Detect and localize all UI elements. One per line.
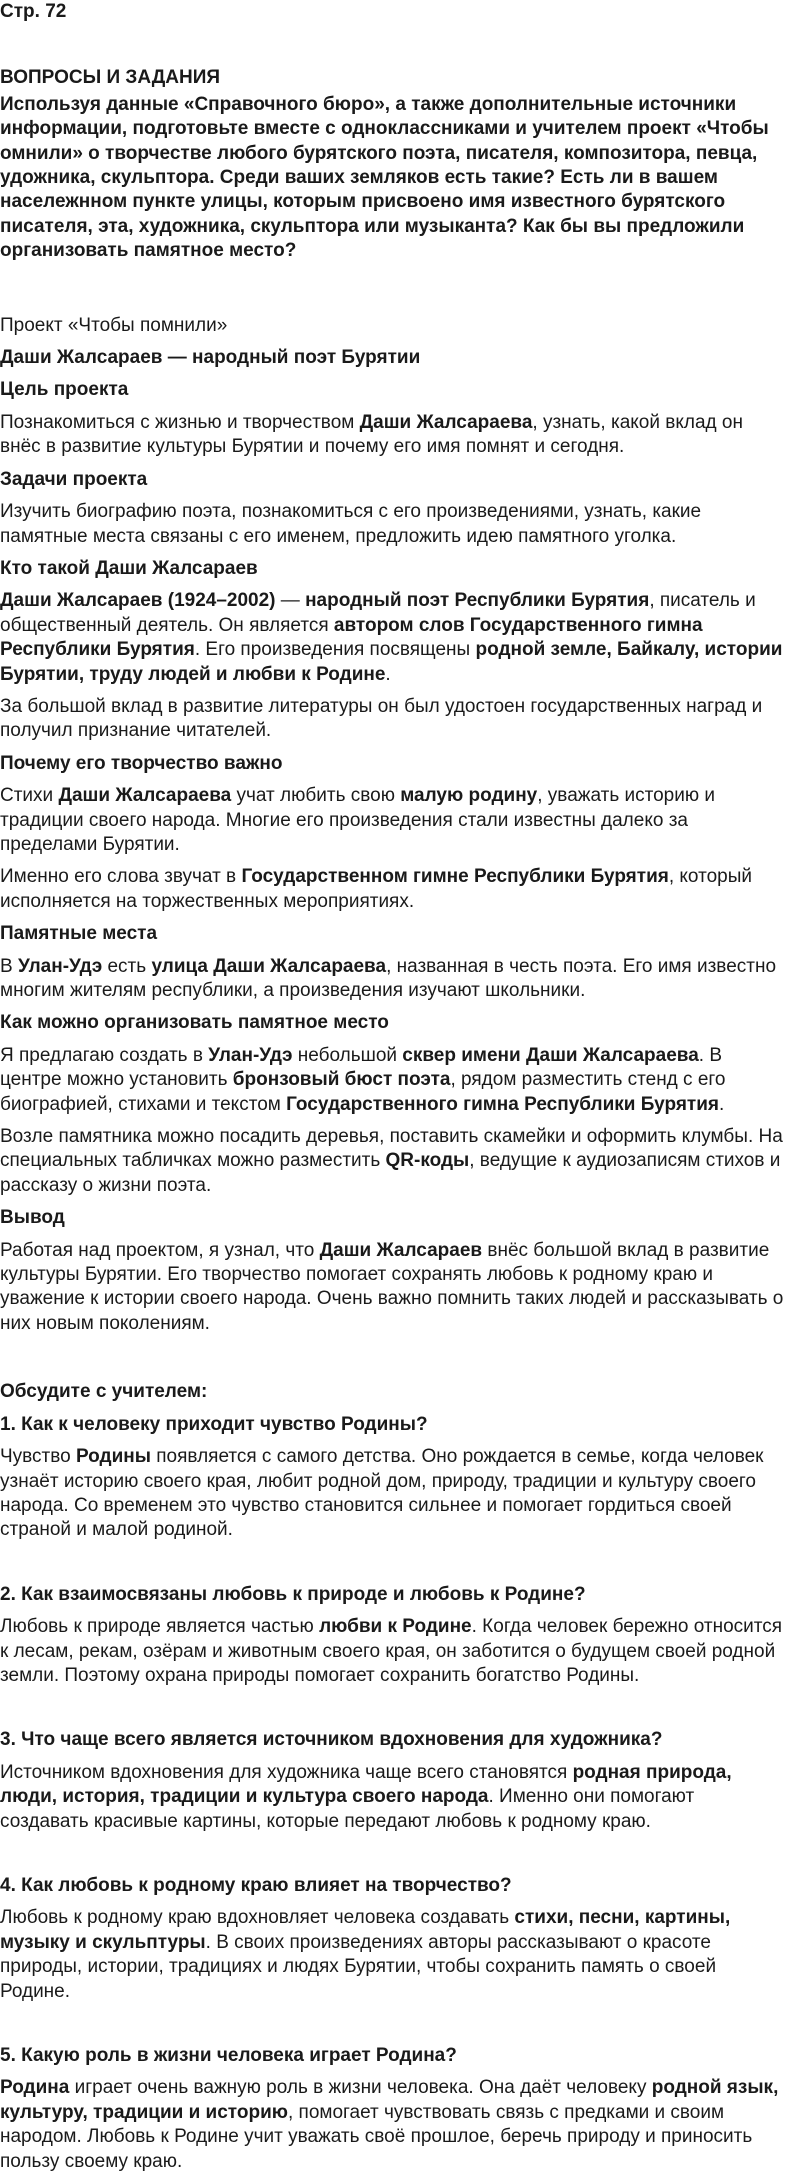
- text-run: небольшой: [292, 1044, 403, 1066]
- discuss-question: 4. Как любовь к родному краю влияет на творчество?: [0, 1874, 512, 1896]
- bold-run: малую родину: [400, 785, 538, 807]
- discuss-question: 5. Какую роль в жизни человека играет Родина?: [0, 2045, 457, 2066]
- bold-run: Государственном гимне Республики Бурятия: [241, 866, 669, 888]
- discuss-answer: [0, 1445, 784, 1543]
- discuss-question: 1. Как к человеку приходит чувство Родины?: [0, 1413, 428, 1435]
- text-run: Любовь к родному краю вдохновляет человека создавать: [0, 1907, 515, 1929]
- bold-run: Даши Жалсараев: [319, 1239, 483, 1261]
- task-text: Используя данные «Справочного бюро», а также дополнительные источники информации, подготовьте вместе с одноклассниками и учителем проект «Чтобы омнили» о творчестве любого бурятского поэта, писателя, композитора, певца, удожника, скульптора. Среди ваших земляков есть такие? Есть ли в вашем насележнном пункте улицы, которым присвоено имя известного бурятского писателя, эта, художника, скульптора или музыканта? Как бы вы предложили организовать памятное место?: [0, 93, 769, 262]
- how-paragraph-2: [0, 1125, 784, 1198]
- goal-heading: Цель проекта: [0, 379, 129, 401]
- who-paragraph-2: За большой вклад в развитие литературы он был удостоен государственных наград и получил признание читателей.: [0, 695, 763, 742]
- bold-run: Родины: [75, 1446, 151, 1468]
- text-run: Возле памятника можно посадить деревья, поставить скамейки и оформить клумбы. На специальных табличках можно разместить: [0, 1126, 783, 1172]
- text-run: , уважать историю и традиции своего народа. Многие его произведения стали известны далеко за пределами Бурятии.: [0, 785, 715, 855]
- text-run: , писатель и общественный деятель. Он является: [0, 590, 756, 636]
- text-run: Именно его слова звучат в: [0, 866, 242, 888]
- bold-run: улица Даши Жалсараева: [151, 955, 387, 977]
- conclusion-paragraph: [0, 1239, 784, 1337]
- questions-heading: ВОПРОСЫ И ЗАДАНИЯ: [0, 67, 221, 89]
- bold-run: QR-коды: [385, 1150, 470, 1172]
- page-label: Стр. 72: [0, 1, 67, 22]
- discuss-item: [0, 1413, 784, 1543]
- text-run: , помогает чувствовать связь с предками и своим народом. Любовь к Родине учит уважать своё прошлое, беречь природу и приносить пользу своему краю.: [0, 2101, 753, 2172]
- text-run: , ведущие к аудиозаписям стихов и рассказу о жизни поэта.: [0, 1150, 781, 1196]
- project-title: Проект «Чтобы помнили»: [0, 314, 228, 336]
- text-run: . В своих произведениях авторы рассказывают о красоте природы, истории, традициях и людях Бурятии, чтобы сохранить память о своей Родине.: [0, 1931, 717, 2002]
- bold-run: бронзовый бюст поэта: [232, 1069, 451, 1091]
- text-run: . Когда человек бережно относится к лесам, рекам, озёрам и животным своего края, он заботится о будущем своей родной земли. Поэтому охрана природы помогает сохранить богатство Родины.: [0, 1616, 783, 1686]
- text-run: Работая над проектом, я узнал, что: [0, 1239, 320, 1261]
- who-paragraph-1: [0, 589, 784, 687]
- discuss-heading: Обсудите с учителем:: [0, 1381, 208, 1403]
- bold-run: родной земле, Байкалу, истории Бурятии, труду людей и любви к Родине: [0, 639, 783, 685]
- text-run: Чувство: [0, 1446, 76, 1468]
- bold-run: автором слов Государственного гимна Республики Бурятия: [0, 614, 703, 661]
- discuss-answer: [0, 2076, 784, 2174]
- conclusion-heading: Вывод: [0, 1207, 65, 1229]
- bold-run: народный поэт Республики Бурятия: [305, 590, 650, 612]
- text-run: . В центре можно установить: [0, 1044, 723, 1091]
- places-heading: Памятные места: [0, 923, 158, 945]
- discuss-item: [0, 1728, 784, 1834]
- bold-run: Родина: [0, 2077, 70, 2099]
- bold-run: родная природа, люди, история, традиции и культура своего народа: [0, 1761, 732, 1808]
- tasks-heading: Задачи проекта: [0, 468, 148, 490]
- discuss-question: 2. Как взаимосвязаны любовь к природе и любовь к Родине?: [0, 1583, 586, 1605]
- discuss-answer: [0, 1906, 784, 2004]
- text-run: внёс большой вклад в развитие культуры Бурятии. Его творчество помогает сохранять любовь к родному краю и уважение к истории своего народа. Очень важно помнить таких людей и рассказывать о них новым поколениям.: [0, 1239, 784, 1334]
- text-run: .: [718, 1093, 725, 1115]
- text-run: играет очень важную роль в жизни человека. Она даёт человеку: [69, 2077, 652, 2099]
- why-paragraph-2: [0, 865, 784, 914]
- why-paragraph-1: [0, 784, 784, 857]
- how-heading: Как можно организовать памятное место: [0, 1012, 389, 1034]
- discuss-question: 3. Что чаще всего является источником вдохновения для художника?: [0, 1729, 663, 1751]
- text-run: . Именно они помогают создавать красивые картины, которые передают любовь к родному краю.: [0, 1786, 695, 1832]
- bold-run: Государственного гимна Республики Бурятия: [286, 1093, 719, 1115]
- discuss-item: [0, 2044, 784, 2174]
- text-run: , названная в честь поэта. Его имя известно многим жителям республики, а произведения изучают школьники.: [0, 955, 777, 1001]
- text-run: учат любить свою: [231, 785, 401, 807]
- text-run: появляется с самого детства. Оно рождается в семье, когда человек узнаёт историю своего края, любит родной дом, природу, традиции и культуру своего народа. Со временем это чувство становится сильнее и помогает гордиться своей страной и малой родиной.: [0, 1446, 764, 1541]
- text-run: Я предлагаю создать в: [0, 1044, 209, 1066]
- discuss-answer: [0, 1761, 784, 1834]
- discuss-answer: [0, 1615, 784, 1688]
- bold-run: Улан-Удэ: [17, 955, 103, 977]
- text-run: —: [275, 590, 306, 612]
- text-run: Любовь к природе является частью: [0, 1616, 320, 1638]
- tasks-text: Изучить биографию поэта, познакомиться с его произведениями, узнать, какие памятные места связаны с его именем, предложить идею памятного уголка.: [0, 501, 702, 547]
- text-run: , узнать, какой вклад он внёс в развитие культуры Бурятии и почему его имя помнят и сегодня.: [0, 411, 743, 458]
- places-paragraph: [0, 955, 784, 1004]
- goal-text: [0, 411, 784, 460]
- text-run: В: [0, 955, 18, 977]
- bold-run: Даши Жалсараева: [359, 411, 533, 433]
- bold-run: сквер имени Даши Жалсараева: [402, 1044, 699, 1066]
- text-run: , рядом разместить стенд с его биографией, стихами и текстом: [0, 1069, 726, 1115]
- bold-run: Даши Жалсараева: [58, 785, 232, 807]
- text-run: .: [385, 663, 391, 685]
- text-run: есть: [102, 955, 152, 977]
- bold-run: родной язык, культуру, традиции и историю: [0, 2077, 779, 2123]
- why-heading: Почему его творчество важно: [0, 752, 283, 774]
- how-paragraph-1: [0, 1044, 784, 1117]
- bold-run: Даши Жалсараев (1924–2002): [0, 590, 276, 612]
- bold-run: Улан-Удэ: [208, 1044, 293, 1066]
- text-run: Стихи: [0, 785, 59, 807]
- bold-run: стихи, песни, картины, музыку и скульптуры: [0, 1907, 731, 1953]
- bold-run: любви к Родине: [319, 1616, 472, 1638]
- project-subtitle: Даши Жалсараев — народный поэт Бурятии: [0, 347, 421, 369]
- text-run: , который исполняется на торжественных мероприятиях.: [0, 866, 752, 912]
- discuss-item: [0, 1874, 784, 2004]
- discuss-item: [0, 1583, 784, 1689]
- who-heading: Кто такой Даши Жалсараев: [0, 557, 258, 579]
- discuss-list: [0, 1413, 784, 2174]
- text-run: . Его произведения посвящены: [194, 639, 476, 661]
- text-run: Источником вдохновения для художника чаще всего становятся: [0, 1761, 573, 1783]
- text-run: Познакомиться с жизнью и творчеством: [0, 411, 360, 433]
